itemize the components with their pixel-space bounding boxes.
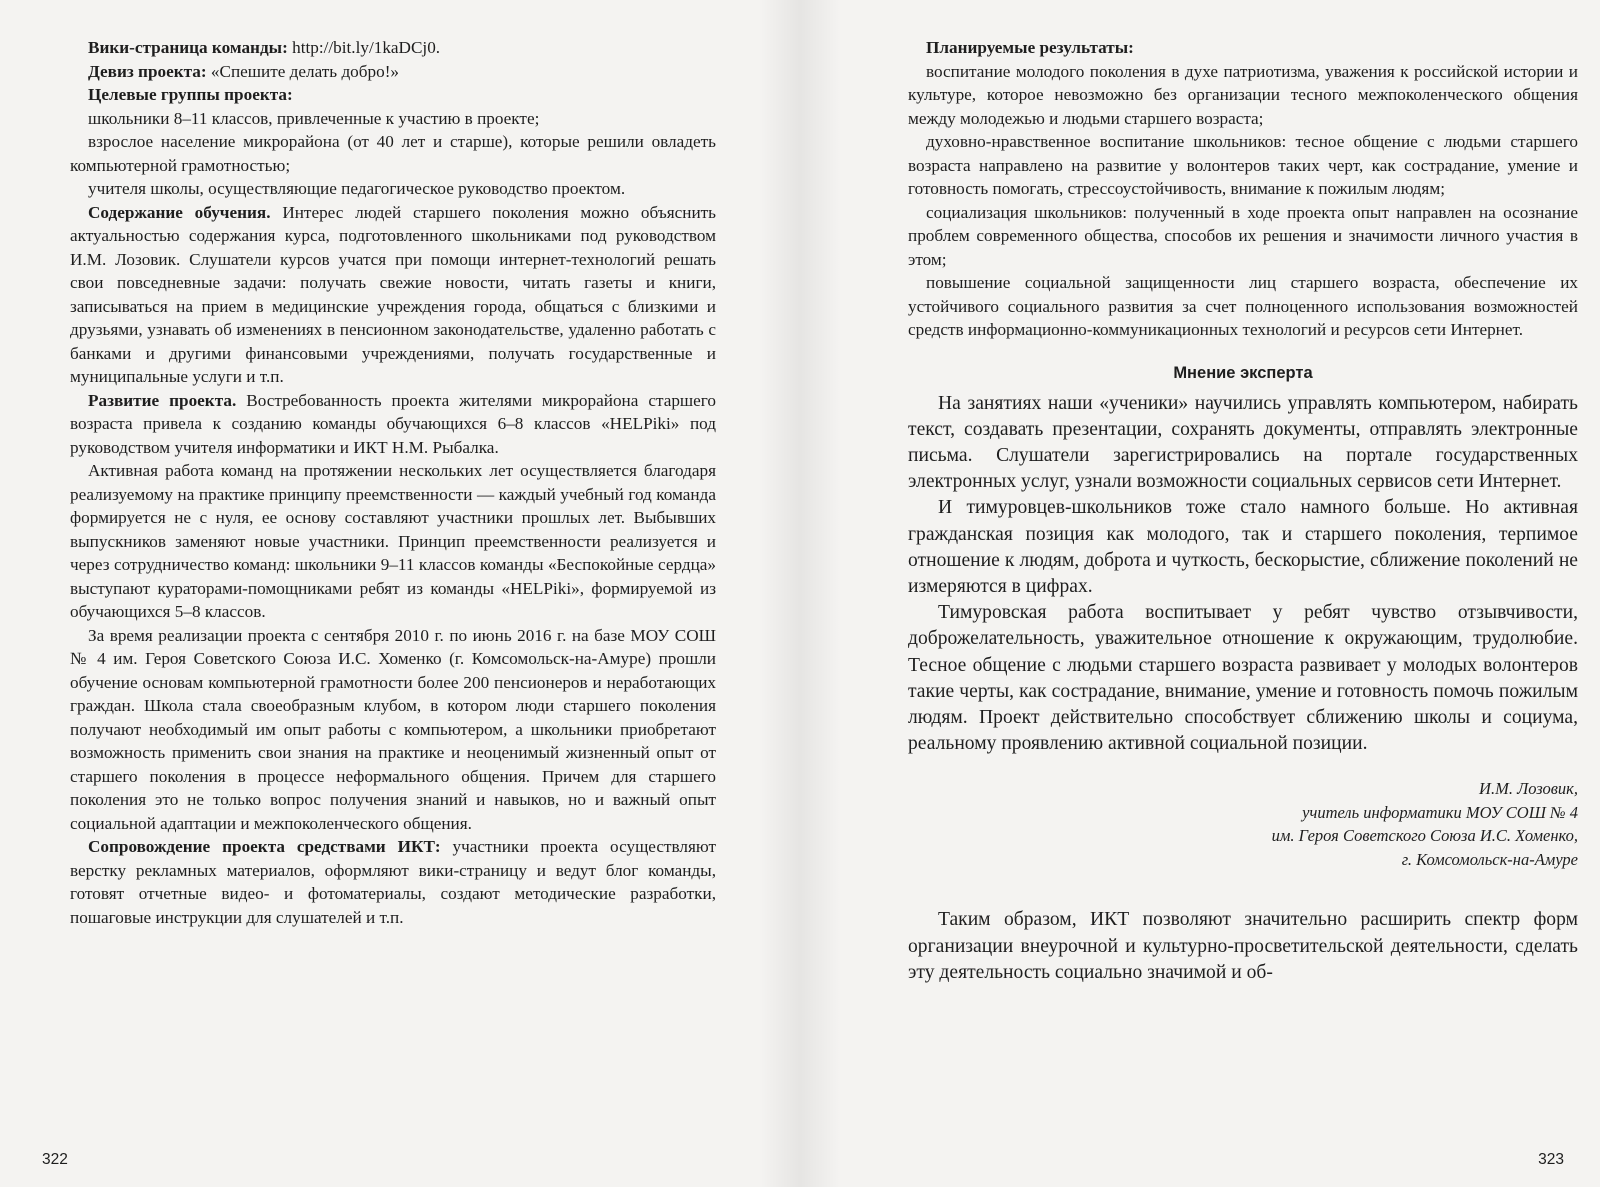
content-paragraph: Содержание обучения. Интерес людей старшего поколения можно объяснить актуальностью содержания курса, подготовленного школьниками под руководством И.М. Лозовик. Слушатели курсов учатся при помощи интернет-технологий решать свои повседневные задачи: получать свежие новости, читать газеты и книги, записываться на прием в медицинские учреждения города, общаться с близкими и друзьями, узнавать об изменениях в пенсионном законодательстве, удаленно работать с банками и другими финансовыми учреждениями, получать государственные и муниципальные услуги и т.п. bbox=[70, 202, 716, 386]
result-item-1: воспитание молодого поколения в духе патриотизма, уважения к российской истории и культуре, которое невозможно без организации тесного межпоколенческого общения между молодежью и людьми старшего возраста; bbox=[908, 61, 1578, 128]
target-item-2: взрослое население микрорайона (от 40 лет и старше), которые решили овладеть компьютерной грамотностью; bbox=[70, 132, 716, 175]
result-item-2: духовно-нравственное воспитание школьников: тесное общение с людьми старшего возраста направлено на развитие у волонтеров таких черт, как сострадание, умение и готовность помогать, стрессоустойчивость, внимание к пожилым людям; bbox=[908, 132, 1578, 198]
signature-name: И.М. Лозовик, bbox=[1479, 779, 1578, 799]
results-heading: Планируемые результаты: bbox=[926, 38, 1134, 57]
motto-text: «Спешите делать добро!» bbox=[206, 61, 400, 81]
left-text-column bbox=[70, 36, 716, 929]
signature-line-2: учитель информатики МОУ СОШ № 4 bbox=[1302, 802, 1578, 822]
signature-line-3: им. Героя Советского Союза И.С. Хоменко, bbox=[1271, 826, 1578, 846]
expert-paragraph-1: На занятиях наши «ученики» научились управлять компьютером, набирать текст, создавать презентации, сохранять документы, отправлять электронные письма. Слушатели зарегистрировались на портале государственных электронных услуг, узнали возможности социальных сервисов сети Интернет. bbox=[908, 392, 1578, 493]
right-text-column bbox=[908, 36, 1578, 986]
result-item-3: социализация школьников: полученный в ходе проекта опыт направлен на осознание проблем современного общества, способов их решения и значимости личного участия в этом; bbox=[908, 202, 1578, 269]
page-number-right: 323 bbox=[1538, 1151, 1564, 1168]
results-section bbox=[908, 36, 1578, 342]
result-item-4: повышение социальной защищенности лиц старшего возраста, обеспечение их устойчивого социального развития за счет полноценного использования возможностей средств информационно-коммуникационных технологий и ресурсов сети Интернет. bbox=[908, 273, 1578, 339]
ict-label: Сопровождение проекта средствами ИКТ: bbox=[88, 837, 441, 856]
target-item-1: школьники 8–11 классов, привлеченные к участию в проекте; bbox=[88, 108, 540, 128]
period-paragraph: За время реализации проекта с сентября 2010 г. по июнь 2016 г. на базе МОУ СОШ № 4 им. Героя Советского Союза И.С. Хоменко (г. Комсомольск-на-Амуре) прошли обучение основам компьютерной грамотности более 200 пенсионеров и неработающих граждан. Школа стала своеобразным клубом, в котором люди старшего поколения получают необходимый им опыт работы с компьютером, а школьники приобретают возможность применить свои знания на практике и неоценимый жизненный опыт от старшего поколения в процессе неформального общения. Причем для старшего поколения это не только вопрос получения знаний и навыков, но и важный опыт социальной адаптации и межпоколенческого общения. bbox=[70, 625, 716, 833]
content-label: Содержание обучения. bbox=[88, 202, 271, 222]
motto-label: Девиз проекта: bbox=[88, 61, 207, 81]
wiki-url[interactable]: http://bit.ly/1kaDCj0. bbox=[287, 38, 441, 57]
expert-paragraph-3: Тимуровская работа воспитывает у ребят чувство отзывчивости, доброжелательность, уважительное отношение к окружающим, трудолюбие. Тесное общение с людьми старшего возраста развивает у молодых волонтеров такие черты, как сострадание, внимание, умение и готовность помочь пожилым людям. Проект действительно способствует сближению школы и социума, реальному проявлению активной социальной позиции. bbox=[908, 602, 1578, 755]
target-item-3: учителя школы, осуществляющие педагогическое руководство проектом. bbox=[88, 179, 626, 198]
expert-paragraph-2: И тимуровцев-школьников тоже стало намного больше. Но активная гражданская позиция как молодого, так и старшего поколения, терпимое отношение к людям, доброта и чуткость, бескорыстие, сближение поколений не измеряются в цифрах. bbox=[908, 497, 1578, 597]
expert-signature bbox=[908, 777, 1578, 871]
teams-paragraph: Активная работа команд на протяжении нескольких лет осуществляется благодаря реализуемому на практике принципу преемственности — каждый учебный год команда формируется не с нуля, ее основу составляют участники прошлых лет. Выбывших выпускников заменяют новые участники. Принцип преемственности реализуется и через сотрудничество команд: школьники 9–11 классов команды «Беспокойные сердца» выступают кураторами-помощниками ребят из команды «HELPiki», формируемой из обучающихся 5–8 классов. bbox=[70, 461, 716, 621]
conclusion-paragraph: Таким образом, ИКТ позволяют значительно расширить спектр форм организации внеурочной и культурно-просветительской деятельности, сделать эту деятельность социально значимой и об- bbox=[908, 909, 1578, 983]
motto-line bbox=[70, 60, 716, 84]
wiki-line bbox=[70, 36, 716, 60]
expert-opinion bbox=[908, 391, 1578, 758]
right-page bbox=[800, 0, 1600, 1187]
expert-heading: Мнение эксперта bbox=[1173, 363, 1313, 382]
page-number-left: 322 bbox=[42, 1151, 68, 1168]
targets-heading: Целевые группы проекта: bbox=[88, 85, 293, 104]
development-paragraph: Развитие проекта. Востребованность проекта жителями микрорайона старшего возраста привела к созданию команды обучающихся 6–8 классов «HELPiki» под руководством учителя информатики и ИКТ Н.М. Рыбалка. bbox=[70, 390, 716, 457]
development-label: Развитие проекта. bbox=[88, 390, 237, 410]
conclusion-section bbox=[908, 907, 1578, 986]
signature-line-4: г. Комсомольск-на-Амуре bbox=[1401, 849, 1578, 869]
wiki-label: Вики-страница команды: bbox=[88, 38, 288, 57]
ict-paragraph: Сопровождение проекта средствами ИКТ: участники проекта осуществляют верстку рекламных материалов, оформляют вики-страницу и ведут блог команды, готовят отчетные видео- и фотоматериалы, создают методические разработки, пошаговые инструкции для слушателей и т.п. bbox=[70, 837, 716, 927]
